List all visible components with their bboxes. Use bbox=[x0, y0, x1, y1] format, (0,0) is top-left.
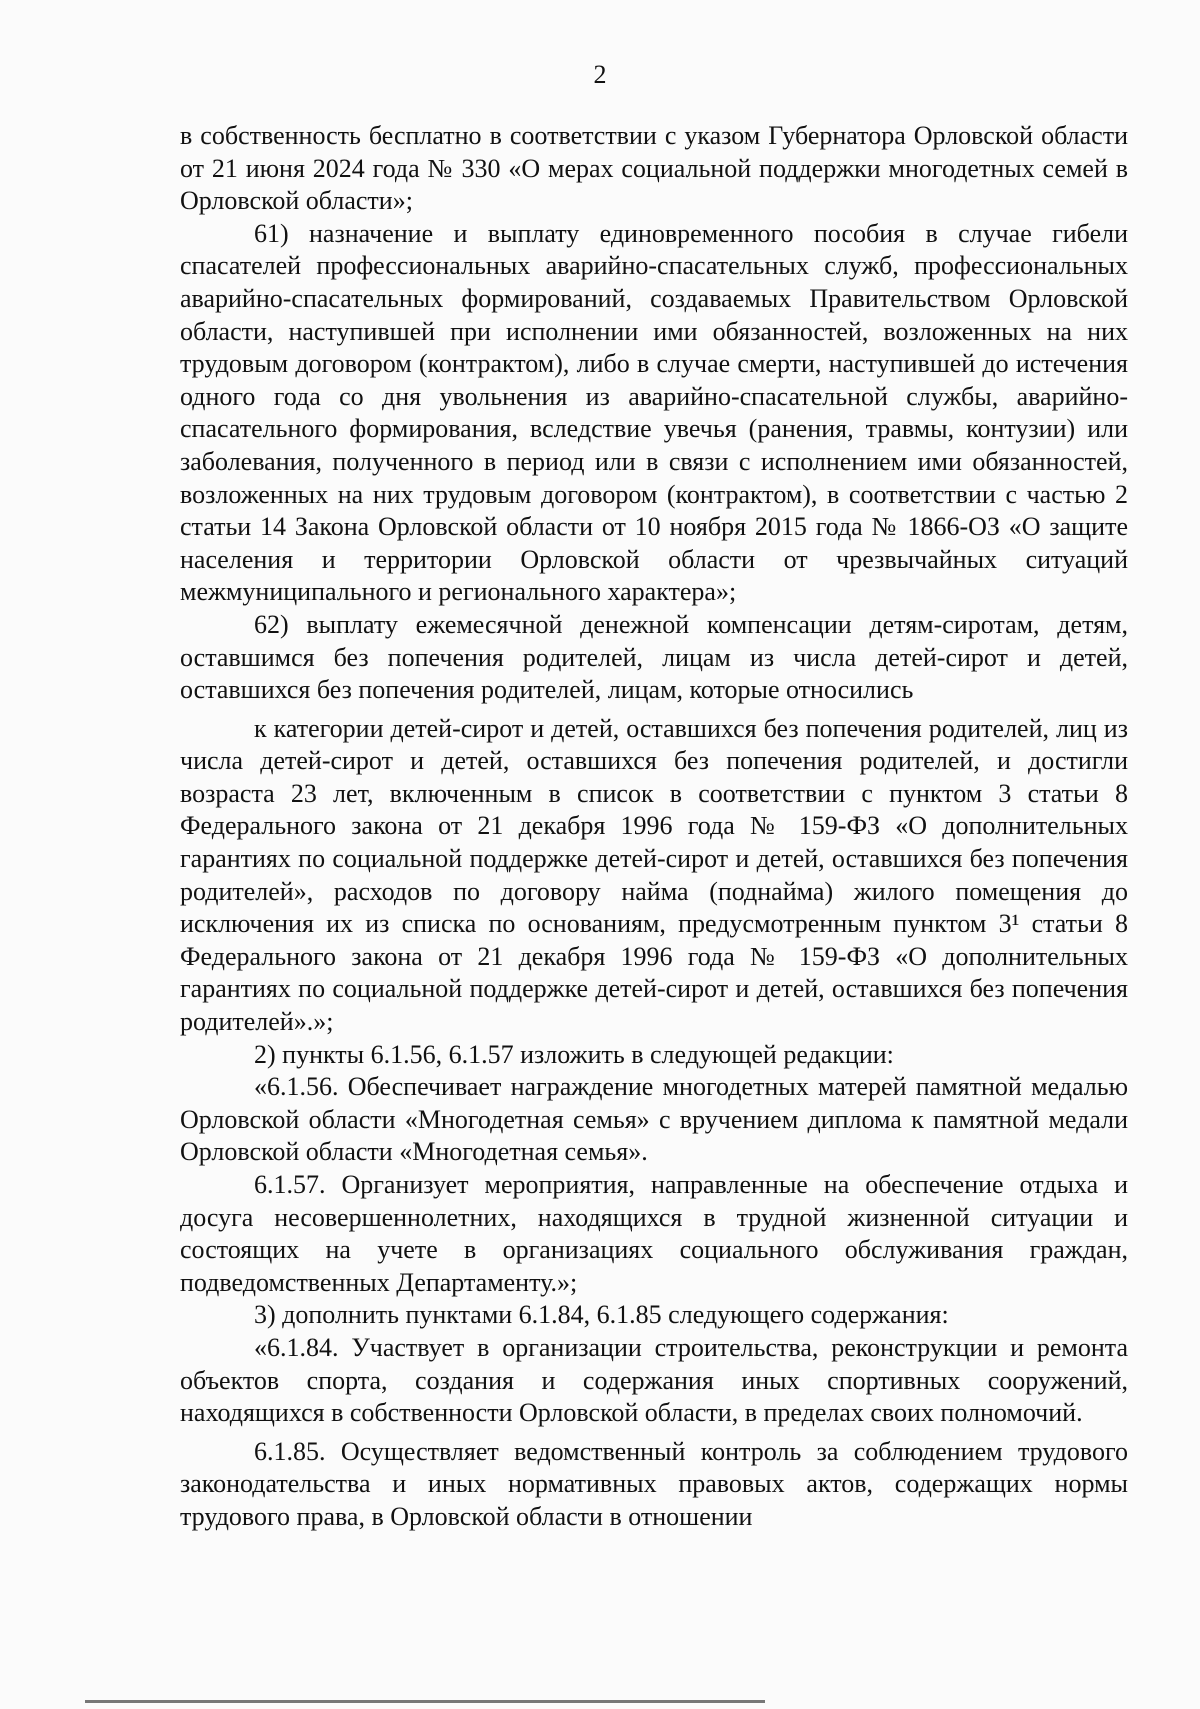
document-body bbox=[180, 120, 1128, 1534]
paragraph-continuation: в собственность бесплатно в соответствии с указом Губернатора Орловской области от 21 июня 2024 года № 330 «О мерах социальной поддержки многодетных семей в Орловской области»; bbox=[180, 121, 1128, 216]
paragraph-item-62: 62) выплату ежемесячной денежной компенсации детям-сиротам, детям, оставшимся без попечения родителей, лицам из числа детей-сирот и детей, оставшихся без попечения родителей, лицам, которые относились bbox=[180, 609, 1128, 705]
paragraph-item-62-continued: к категории детей-сирот и детей, оставшихся без попечения родителей, лиц из числа детей-сирот и детей, оставшихся без попечения родителей, и достигли возраста 23 лет, включенным в список в соответствии с пунктом 3 статьи 8 Федерального закона от 21 декабря 1996 года № 159-ФЗ «О дополнительных гарантиях по социальной поддержке детей-сирот и детей, оставшихся без попечения родителей», расходов по договору найма (поднайма) жилого помещения до исключения их из списка по основаниям, предусмотренным пунктом 3¹ статьи 8 Федерального закона от 21 декабря 1996 года № 159-ФЗ «О дополнительных гарантиях по социальной поддержке детей-сирот и детей, оставшихся без попечения родителей».»; bbox=[180, 713, 1128, 1037]
paragraph-amendment-3: 3) дополнить пунктами 6.1.84, 6.1.85 следующего содержания: bbox=[254, 1300, 949, 1330]
page-number: 2 bbox=[593, 60, 607, 89]
bottom-scan-line bbox=[85, 1700, 765, 1703]
paragraph-item-61: 61) назначение и выплату единовременного пособия в случае гибели спасателей профессиональных аварийно-спасательных служб, профессиональных аварийно-спасательных формирований, создаваемых Правительством Орловской области, наступившей при исполнении ими обязанностей, возложенных на них трудовым договором (контрактом), либо в случае смерти, наступившей до истечения одного года со дня увольнения из аварийно-спасательной службы, аварийно-спасательного формирования, вследствие увечья (ранения, травмы, контузии) или заболевания, полученного в период или в связи с исполнением ими обязанностей, возложенных на них трудовым договором (контрактом), в соответствии с частью 2 статьи 14 Закона Орловской области от 10 ноября 2015 года № 1866-ОЗ «О защите населения и территории Орловской области от чрезвычайных ситуаций межмуниципального и регионального характера»; bbox=[180, 218, 1128, 607]
paragraph-6-1-85: 6.1.85. Осуществляет ведомственный контроль за соблюдением трудового законодательства и иных нормативных правовых актов, содержащих нормы трудового права, в Орловской области в отношении bbox=[180, 1436, 1128, 1531]
paragraph-6-1-56: «6.1.56. Обеспечивает награждение многодетных матерей памятной медалью Орловской области «Многодетная семья» с вручением диплома к памятной медали Орловской области «Многодетная семья». bbox=[180, 1072, 1128, 1167]
paragraph-amendment-2: 2) пункты 6.1.56, 6.1.57 изложить в следующей редакции: bbox=[254, 1039, 894, 1069]
paragraph-6-1-57: 6.1.57. Организует мероприятия, направленные на обеспечение отдыха и досуга несовершеннолетних, находящихся в трудной жизненной ситуации и состоящих на учете в организациях социального обслуживания граждан, подведомственных Департаменту.»; bbox=[180, 1170, 1128, 1297]
paragraph-6-1-84: «6.1.84. Участвует в организации строительства, реконструкции и ремонта объектов спорта, создания и содержания иных спортивных сооружений, находящихся в собственности Орловской области, в пределах своих полномочий. bbox=[180, 1332, 1128, 1428]
